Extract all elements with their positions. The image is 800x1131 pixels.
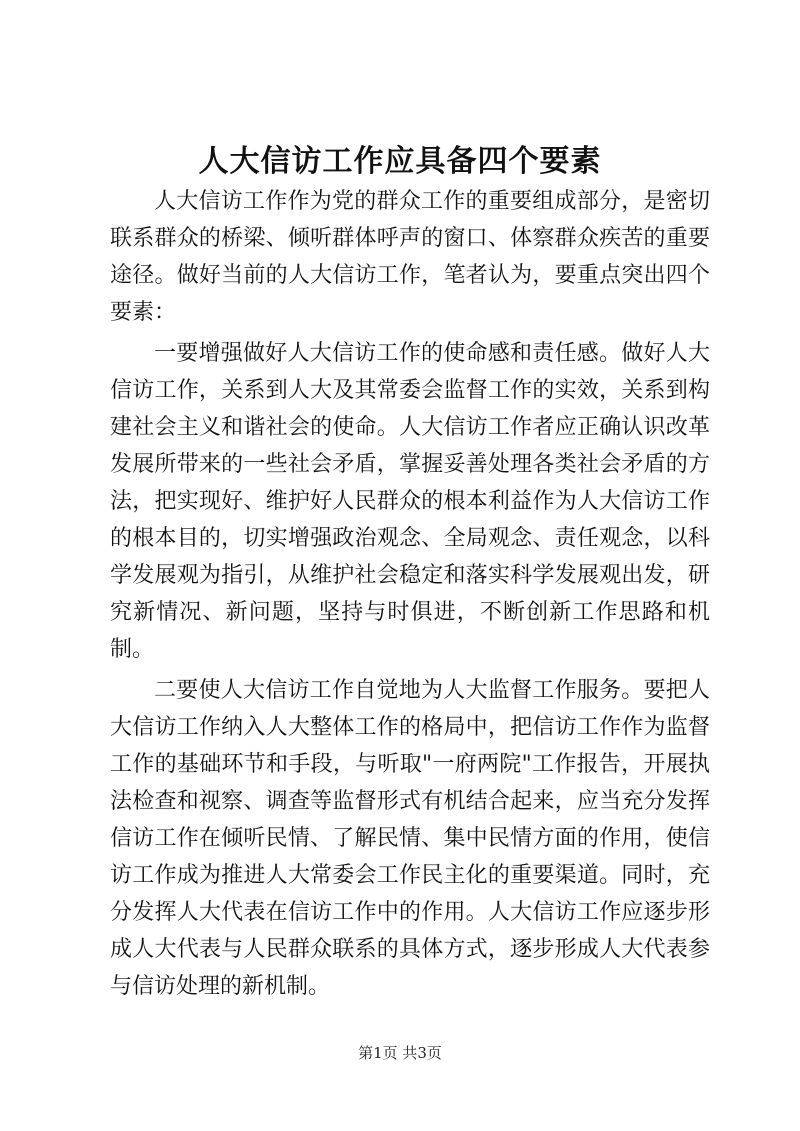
paragraph-point-two: 二要使人大信访工作自觉地为人大监督工作服务。要把人大信访工作纳入人大整体工作的格局中，把信访工作作为监督工作的基础环节和手段，与听取"一府两院"工作报告，开展执法检查和视察、调查等监督形式有机结合起来，应当充分发挥信访工作在倾听民情、了解民情、集中民情方面的作用，使信访工作成为推进人大常委会工作民主化的重要渠道。同时，充分发挥人大代表在信访工作中的作用。人大信访工作应逐步形成人大代表与人民群众联系的具体方式，逐步形成人大代表参与信访处理的新机制。: [110, 678, 710, 999]
document-title: 人大信访工作应具备四个要素: [198, 144, 602, 179]
page-number-footer: 第1页 共3页: [358, 1044, 442, 1062]
paragraph-intro: 人大信访工作作为党的群众工作的重要组成部分，是密切联系群众的桥梁、倾听群体呼声的窗口、体察群众疾苦的重要途径。做好当前的人大信访工作，笔者认为，要重点突出四个要素：: [110, 189, 710, 325]
paragraph-point-one: 一要增强做好人大信访工作的使命感和责任感。做好人大信访工作，关系到人大及其常委会监督工作的实效，关系到构建社会主义和谐社会的使命。人大信访工作者应正确认识改革发展所带来的一些社会矛盾，掌握妥善处理各类社会矛盾的方法，把实现好、维护好人民群众的根本利益作为人大信访工作的根本目的，切实增强政治观念、全局观念、责任观念，以科学发展观为指引，从维护社会稳定和落实科学发展观出发，研究新情况、新问题，坚持与时俱进，不断创新工作思路和机制。: [110, 341, 710, 662]
document-body: [110, 183, 710, 1005]
